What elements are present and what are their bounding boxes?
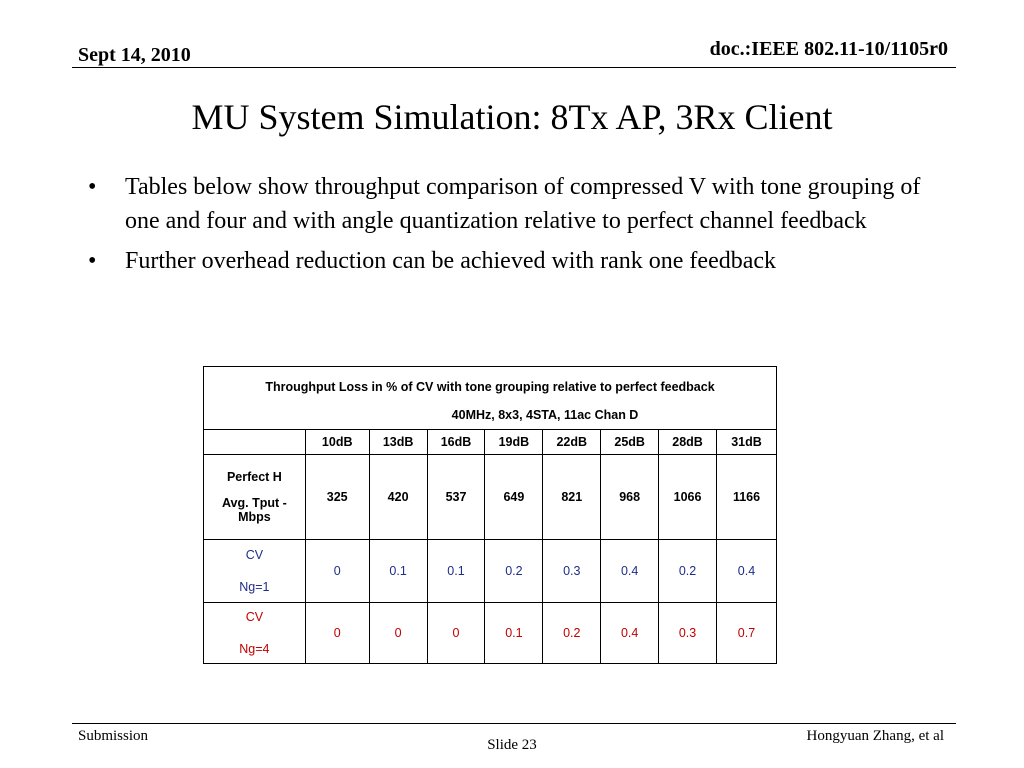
- column-header: 25dB: [601, 430, 659, 455]
- table-cell: 420: [369, 455, 427, 540]
- column-header: 10dB: [305, 430, 369, 455]
- table-cell: 649: [485, 455, 543, 540]
- table-cell: 821: [543, 455, 601, 540]
- bullet-text: Further overhead reduction can be achieved with rank one feedback: [125, 248, 777, 274]
- table-cell: 0: [427, 603, 485, 664]
- table-cell: 325: [305, 455, 369, 540]
- table-row: [204, 540, 777, 603]
- table-cell: 0.4: [601, 603, 659, 664]
- table-cell: 0.1: [427, 540, 485, 603]
- bullet-item: [88, 170, 948, 238]
- table-row: [204, 603, 777, 664]
- table-cell: 0.3: [543, 540, 601, 603]
- table-cell: 537: [427, 455, 485, 540]
- footer-author: Hongyuan Zhang, et al: [806, 728, 944, 744]
- footer-slide-number: Slide 23: [487, 737, 537, 753]
- row-label-line2: Ng=1: [239, 580, 270, 594]
- header-doc-id: doc.:IEEE 802.11-10/1105r0: [709, 38, 948, 60]
- table-cell: 0: [369, 603, 427, 664]
- table-cell: 1066: [659, 455, 717, 540]
- table-cell: 0: [305, 603, 369, 664]
- column-header: 31dB: [717, 430, 777, 455]
- table-cell: 0.4: [717, 540, 777, 603]
- table-cell: 0.1: [369, 540, 427, 603]
- row-label-line2: Ng=4: [239, 642, 270, 656]
- table-cell: 0.3: [659, 603, 717, 664]
- throughput-table: [203, 366, 777, 664]
- bullet-item: [88, 244, 948, 278]
- table-corner-cell: [204, 430, 306, 455]
- table-cell: 0: [305, 540, 369, 603]
- header-divider: [72, 67, 956, 68]
- table-cell: 0.7: [717, 603, 777, 664]
- header-date: Sept 14, 2010: [78, 44, 191, 66]
- bullet-dot-icon: •: [88, 174, 97, 200]
- row-label-line1: CV: [245, 610, 264, 624]
- table-cell: 0.2: [485, 540, 543, 603]
- row-label-line1: Perfect H: [226, 470, 282, 484]
- table-cell: 0.2: [659, 540, 717, 603]
- footer-divider: [72, 723, 956, 724]
- table-header-row: [204, 430, 777, 455]
- row-label: [204, 455, 306, 540]
- column-header: 28dB: [659, 430, 717, 455]
- column-header: 22dB: [543, 430, 601, 455]
- bullet-list: [88, 170, 948, 284]
- table-cell: 0.1: [485, 603, 543, 664]
- column-header: 19dB: [485, 430, 543, 455]
- table-cell: 0.4: [601, 540, 659, 603]
- bullet-dot-icon: •: [88, 248, 97, 274]
- row-label-line1: CV: [245, 548, 264, 562]
- column-header: 16dB: [427, 430, 485, 455]
- table-cell: 0.2: [543, 603, 601, 664]
- row-label: [204, 540, 306, 603]
- row-label: [204, 603, 306, 664]
- column-header: 13dB: [369, 430, 427, 455]
- table-caption: [204, 367, 777, 430]
- slide-title: MU System Simulation: 8Tx AP, 3Rx Client: [191, 97, 833, 137]
- row-label-line2: Avg. Tput - Mbps: [221, 496, 287, 524]
- table-row: [204, 455, 777, 540]
- table-caption-line1: Throughput Loss in % of CV with tone grouping relative to perfect feedback: [265, 380, 715, 394]
- footer-submission: Submission: [78, 728, 149, 744]
- bullet-text: Tables below show throughput comparison of compressed V with tone grouping of one and four and with angle quantization relative to perfect channel feedback: [125, 174, 921, 234]
- table-caption-line2: 40MHz, 8x3, 4STA, 11ac Chan D: [451, 408, 639, 422]
- table-cell: 1166: [717, 455, 777, 540]
- table-cell: 968: [601, 455, 659, 540]
